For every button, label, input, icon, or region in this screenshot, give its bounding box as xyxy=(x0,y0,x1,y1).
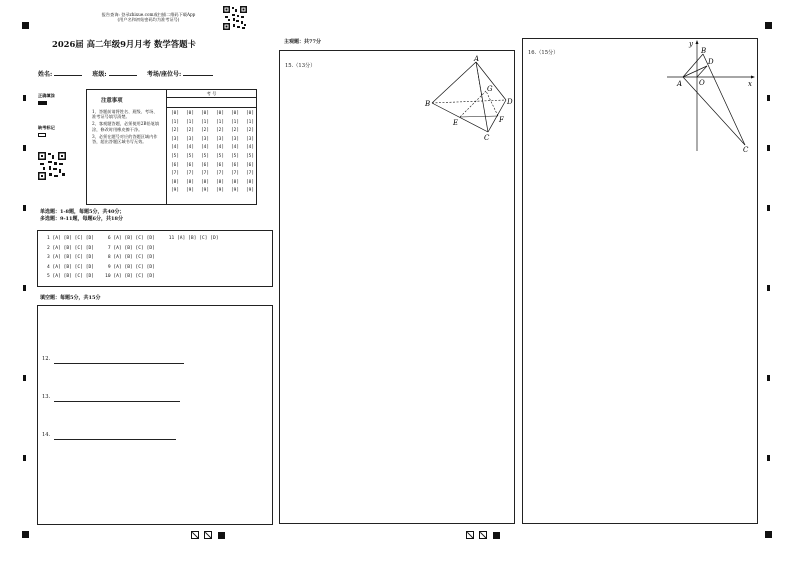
label-x: x xyxy=(748,80,752,88)
side-mark-right xyxy=(767,95,770,101)
question-14-label: 14. xyxy=(42,432,51,438)
label-y: y xyxy=(689,40,693,48)
notes-list xyxy=(92,109,160,144)
absent-mark-box[interactable] xyxy=(38,133,46,137)
exam-id-bubble[interactable]: [8] xyxy=(231,179,239,185)
answer-line-14[interactable] xyxy=(54,439,176,440)
label-C: C xyxy=(484,134,490,142)
side-mark-left xyxy=(23,205,26,211)
exam-id-bubble[interactable]: [9] xyxy=(246,188,254,194)
exam-id-bubble[interactable]: [4] xyxy=(186,145,194,151)
seat-field[interactable] xyxy=(183,75,213,76)
seat-label: 考场/座位号: xyxy=(146,71,182,78)
name-field[interactable] xyxy=(54,75,82,76)
side-mark-left xyxy=(23,285,26,291)
exam-id-bubble[interactable]: [7] xyxy=(186,171,194,177)
exam-id-column[interactable] xyxy=(198,111,212,197)
page-code-block xyxy=(218,532,225,539)
label-G: G xyxy=(487,85,493,93)
note-item: 2、客观题答题，必须使用2B铅笔填涂，修改时用橡皮擦干净。 xyxy=(92,121,160,132)
question-13-label: 13. xyxy=(42,394,51,400)
exam-id-bubble[interactable]: [1] xyxy=(186,119,194,125)
subjective-title: 主观题：共77分 xyxy=(284,39,321,45)
exam-id-bubble[interactable]: [2] xyxy=(186,128,194,134)
exam-id-bubble[interactable]: [0] xyxy=(216,111,224,116)
exam-id-bubble[interactable]: [7] xyxy=(231,171,239,177)
side-mark-left xyxy=(23,145,26,151)
exam-id-bubble[interactable]: [7] xyxy=(246,171,254,177)
label-D: D xyxy=(708,58,714,66)
corner-mark-bottom-right xyxy=(765,531,772,538)
label-O: O xyxy=(699,79,705,87)
choice-row[interactable]: 1 [A] [B] [C] [D] 6 [A] [B] [C] [D] 11 [A] [B] [C] [D] xyxy=(47,236,219,241)
exam-id-bubble[interactable]: [1] xyxy=(246,119,254,125)
note-item: 1、答题前请将姓名、班级、考场、准考证号填写清楚。 xyxy=(92,109,158,120)
exam-id-column[interactable] xyxy=(183,111,197,197)
exam-id-column[interactable] xyxy=(213,111,227,197)
student-info xyxy=(38,72,213,78)
exam-id-bubble[interactable]: [3] xyxy=(216,136,224,142)
corner-mark-top-right xyxy=(765,22,772,29)
exam-id-bubble[interactable]: [6] xyxy=(201,162,209,168)
exam-id-bubble[interactable]: [0] xyxy=(186,111,194,116)
label-B: B xyxy=(701,47,707,55)
answer-line-12[interactable] xyxy=(54,363,184,364)
label-A: A xyxy=(677,80,683,88)
exam-id-bubble[interactable]: [3] xyxy=(201,136,209,142)
exam-id-column[interactable] xyxy=(228,111,242,197)
answer-line-13[interactable] xyxy=(54,401,180,402)
page-code-mark xyxy=(191,531,199,539)
page-code-block xyxy=(493,532,500,539)
correct-fill-label: 正确填涂 xyxy=(38,93,55,98)
choice-row[interactable]: 2 [A] [B] [C] [D] 7 [A] [B] [C] [D] xyxy=(47,245,155,251)
question-16-box[interactable] xyxy=(522,38,758,524)
report-notice: 报告查询: 登录zhixue.com或扫描二维码下载App (用户名和初始密码均为准考证号) xyxy=(101,12,196,23)
label-E: E xyxy=(453,119,459,127)
exam-id-bubble[interactable]: [6] xyxy=(246,162,254,168)
exam-id-bubble[interactable]: [3] xyxy=(231,136,239,142)
exam-id-bubble[interactable]: [3] xyxy=(246,136,254,142)
exam-id-bubble[interactable]: [7] xyxy=(216,171,224,177)
label-B: B xyxy=(425,100,431,108)
exam-id-bubble[interactable]: [5] xyxy=(231,153,239,159)
objective-instructions: 单选题：1-8题，每题5分，共40分； 多选题：9-11题，每题6分，共18分 xyxy=(40,209,125,222)
exam-id-bubble[interactable]: [8] xyxy=(216,179,224,185)
side-mark-right xyxy=(767,145,770,151)
figure-15-pyramid xyxy=(424,54,514,144)
exam-id-bubble[interactable]: [8] xyxy=(246,179,254,185)
exam-id-bubble[interactable]: [8] xyxy=(201,179,209,185)
note-item: 3、必须在题号对应的答题区域内作答，超出答题区域书写无效。 xyxy=(92,133,158,145)
absent-mark-label: 缺考标记 xyxy=(38,125,55,130)
side-mark-left xyxy=(23,95,26,101)
figure-16-coordinate-plot xyxy=(663,39,757,153)
question-15-label: 15.（13分） xyxy=(285,63,316,69)
exam-id-bubble[interactable]: [3] xyxy=(171,136,179,142)
exam-id-bubble[interactable]: [6] xyxy=(231,162,239,168)
exam-id-bubble[interactable]: [6] xyxy=(171,162,179,168)
question-12-label: 12. xyxy=(42,356,51,362)
choice-row[interactable]: 5 [A] [B] [C] [D] 10 [A] [B] [C] [D] xyxy=(47,274,155,279)
qr-code-icon xyxy=(222,5,248,31)
side-mark-right xyxy=(767,375,770,381)
exam-id-bubble[interactable]: [5] xyxy=(171,153,179,159)
exam-id-bubble[interactable]: [9] xyxy=(186,188,194,194)
correct-fill-sample xyxy=(38,101,47,105)
side-mark-left xyxy=(23,455,26,461)
fill-blank-title: 填空题：每题5分，共15分 xyxy=(40,295,101,301)
exam-id-header: 考 号 xyxy=(206,91,217,96)
notes-box xyxy=(86,89,167,205)
exam-id-bubble[interactable]: [0] xyxy=(231,111,239,116)
exam-id-bubble[interactable]: [4] xyxy=(201,145,209,151)
student-qr-code-icon xyxy=(38,152,66,180)
exam-id-bubble[interactable]: [3] xyxy=(186,136,194,142)
page-title: 2026届 高二年级9月月考 数学答题卡 xyxy=(52,39,196,49)
exam-id-bubble[interactable]: [0] xyxy=(246,111,254,116)
class-label: 班级: xyxy=(92,71,107,78)
exam-id-bubble[interactable]: [1] xyxy=(171,119,179,125)
exam-id-bubble[interactable]: [6] xyxy=(216,162,224,168)
exam-id-bubble[interactable]: [4] xyxy=(231,145,239,151)
exam-id-column[interactable] xyxy=(243,111,257,197)
exam-id-bubble[interactable]: [8] xyxy=(171,179,179,185)
exam-id-column[interactable] xyxy=(168,111,182,197)
notes-title: 注意事项 xyxy=(101,98,123,104)
page-code-mark xyxy=(204,531,212,539)
name-label: 姓名: xyxy=(38,71,53,78)
corner-mark-top-left xyxy=(22,22,29,29)
page-code-mark xyxy=(479,531,487,539)
page-code-mark xyxy=(466,531,474,539)
exam-id-bubble[interactable]: [2] xyxy=(171,128,179,134)
exam-id-bubble[interactable]: [0] xyxy=(171,111,179,116)
choice-row[interactable]: 3 [A] [B] [C] [D] 8 [A] [B] [C] [D] xyxy=(47,255,155,260)
exam-id-bubble[interactable]: [1] xyxy=(201,119,209,125)
side-mark-right xyxy=(767,285,770,291)
exam-id-bubble[interactable]: [5] xyxy=(216,153,224,159)
question-16-label: 16.（15分） xyxy=(528,50,559,56)
exam-id-bubble[interactable]: [8] xyxy=(186,179,194,185)
exam-id-bubble[interactable]: [5] xyxy=(246,153,254,159)
multiple-choice-box[interactable] xyxy=(37,230,273,287)
class-field[interactable] xyxy=(109,75,137,76)
exam-id-bubble[interactable]: [1] xyxy=(231,119,239,125)
exam-id-bubble[interactable]: [9] xyxy=(201,188,209,194)
exam-id-bubble[interactable]: [6] xyxy=(186,162,194,168)
label-F: F xyxy=(499,116,504,124)
side-mark-left xyxy=(23,375,26,381)
label-D: D xyxy=(507,98,513,106)
fill-blank-box[interactable] xyxy=(37,305,273,525)
label-C: C xyxy=(743,146,749,153)
exam-id-bubble[interactable]: [4] xyxy=(216,145,224,151)
exam-id-bubble[interactable]: [2] xyxy=(246,128,254,134)
exam-id-bubble[interactable]: [7] xyxy=(171,171,179,177)
side-mark-right xyxy=(767,455,770,461)
side-mark-right xyxy=(767,205,770,211)
exam-id-bubble[interactable]: [9] xyxy=(216,188,224,194)
exam-id-bubble[interactable]: [5] xyxy=(186,153,194,159)
corner-mark-bottom-left xyxy=(22,531,29,538)
exam-id-bubble[interactable]: [4] xyxy=(171,145,179,151)
question-15-box[interactable] xyxy=(279,50,515,524)
exam-id-bubble[interactable]: [9] xyxy=(231,188,239,194)
exam-id-bubble[interactable]: [2] xyxy=(231,128,239,134)
exam-id-bubble[interactable]: [9] xyxy=(171,188,179,194)
exam-id-bubble[interactable]: [0] xyxy=(201,111,209,116)
exam-id-bubble[interactable]: [5] xyxy=(201,153,209,159)
exam-id-bubble[interactable]: [2] xyxy=(216,128,224,134)
exam-id-grid[interactable] xyxy=(166,89,257,205)
exam-id-bubble[interactable]: [4] xyxy=(246,145,254,151)
exam-id-bubble[interactable]: [1] xyxy=(216,119,224,125)
label-A: A xyxy=(474,55,480,63)
choice-row[interactable]: 4 [A] [B] [C] [D] 9 [A] [B] [C] [D] xyxy=(47,264,155,270)
exam-id-bubble[interactable]: [7] xyxy=(201,171,209,177)
exam-id-bubble[interactable]: [2] xyxy=(201,128,209,134)
